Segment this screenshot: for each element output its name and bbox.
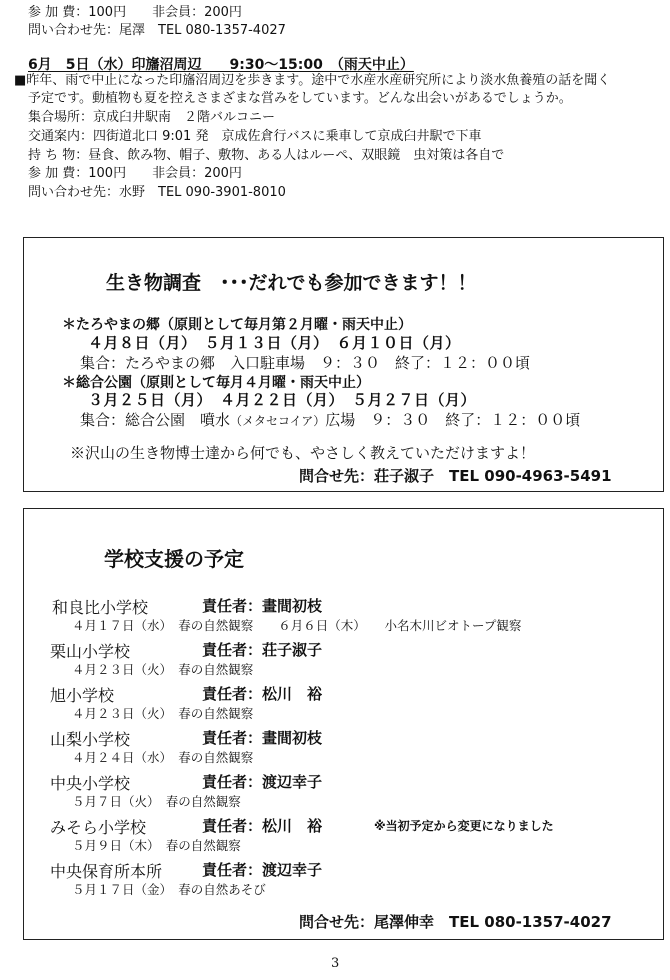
school-contact: 問合せ先：尾澤伸幸 TEL 080-1357-4027	[299, 913, 612, 931]
school-lead: 責任者：松川 裕	[202, 817, 323, 835]
school-name: みそら小学校	[50, 818, 147, 837]
survey-site2-meet-a: 集合：総合公園 噴水	[80, 411, 231, 429]
survey-box	[23, 237, 664, 492]
top-fee: 参 加 費：100円 非会員：200円	[28, 5, 242, 20]
school-name: 中央保育所本所	[50, 862, 163, 881]
survey-site2-meet-c: 広場 ９：３０ 終了：１２：００頃	[325, 411, 581, 429]
survey-site1-meet: 集合：たろやまの郷 入口駐車場 ９：３０ 終了：１２：００頃	[80, 354, 531, 372]
school-name: 旭小学校	[50, 686, 115, 705]
survey-contact: 問合せ先：荘子淑子 TEL 090-4963-5491	[299, 467, 612, 485]
event-fee: 参 加 費：100円 非会員：200円	[28, 166, 242, 181]
school-detail: ４月２３日（火） 春の自然観察	[72, 662, 254, 677]
school-name: 栗山小学校	[50, 642, 131, 661]
page-number: 3	[331, 956, 340, 971]
event-items: 持 ち 物：昼食、飲み物、帽子、敷物、ある人はルーペ、双眼鏡 虫対策は各自で	[28, 148, 505, 163]
event-title: 6月 5日（水）印旛沼周辺 9:30～15:00 （雨天中止）	[28, 57, 414, 73]
survey-site1-title: ＊たろやまの郷（原則として毎月第２月曜・雨天中止）	[62, 317, 412, 333]
event-desc-line2: 予定です。動植物も夏を控えさまざまな営みをしています。どんな出会いがあるでしょうか。	[28, 91, 572, 106]
school-note: ※当初予定から変更になりました	[374, 819, 554, 833]
school-lead: 責任者：荘子淑子	[202, 641, 323, 659]
survey-site2-meet	[80, 409, 580, 430]
school-box	[23, 508, 664, 940]
school-detail: ５月７日（火） 春の自然観察	[72, 794, 241, 809]
school-lead: 責任者：松川 裕	[202, 685, 323, 703]
school-lead: 責任者：畫間初枝	[202, 597, 323, 615]
survey-site2-title: ＊総合公園（原則として毎月４月曜・雨天中止）	[62, 375, 370, 391]
school-name: 中央小学校	[50, 774, 131, 793]
event-transport: 交通案内：四街道北口 9:01 発 京成佐倉行バスに乗車して京成臼井駅で下車	[28, 129, 482, 144]
school-name: 和良比小学校	[52, 598, 149, 617]
event-desc-line1: ■昨年、雨で中止になった印旛沼周辺を歩きます。途中で水産水産研究所により淡水魚養殖の話を聞く	[14, 73, 611, 88]
school-lead: 責任者：渡辺幸子	[202, 773, 323, 791]
top-contact: 問い合わせ先：尾澤 TEL 080-1357-4027	[28, 23, 286, 38]
school-heading: 学校支援の予定	[104, 547, 244, 571]
survey-heading: 生き物調査 ･･･だれでも参加できます！！	[106, 272, 477, 294]
school-lead: 責任者：渡辺幸子	[202, 861, 323, 879]
survey-site1-dates: ４月８日（月） ５月１３日（月） ６月１０日（月）	[88, 334, 461, 352]
school-detail: ５月１７日（金） 春の自然あそび	[72, 882, 266, 897]
school-detail: ４月２４日（水） 春の自然観察	[72, 750, 254, 765]
school-detail: ４月２３日（火） 春の自然観察	[72, 706, 254, 721]
survey-site2-meet-b: （メタセコイア）	[230, 414, 326, 428]
survey-site2-dates: ３月２５日（月） ４月２２日（月） ５月２７日（月）	[88, 391, 477, 409]
school-detail: ５月９日（木） 春の自然観察	[72, 838, 241, 853]
school-name: 山梨小学校	[50, 730, 131, 749]
school-detail: ４月１７日（水） 春の自然観察 ６月６日（木） 小名木川ビオトープ観察	[72, 618, 522, 633]
event-meeting-place: 集合場所：京成臼井駅南 ２階バルコニー	[28, 110, 276, 125]
survey-note: ※沢山の生き物博士達から何でも、やさしく教えていただけますよ！	[70, 444, 536, 462]
school-lead: 責任者：畫間初枝	[202, 729, 323, 747]
event-contact: 問い合わせ先：水野 TEL 090-3901-8010	[28, 185, 286, 200]
